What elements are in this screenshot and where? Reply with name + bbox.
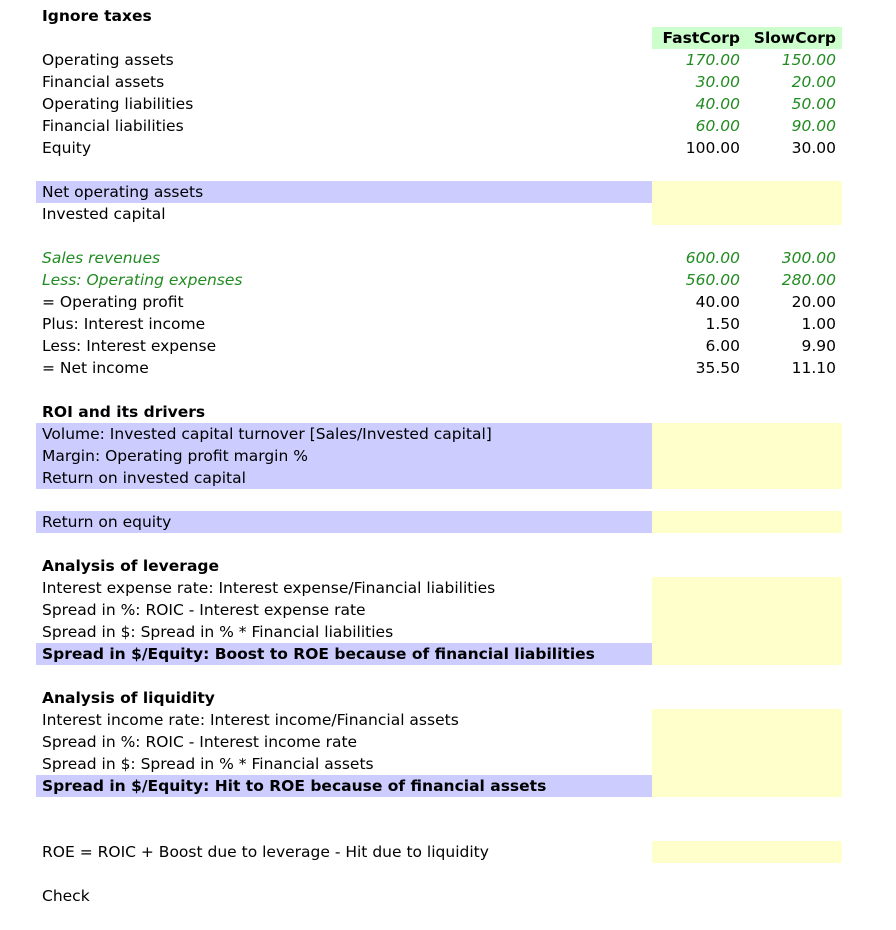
title-row (36, 5, 842, 27)
row-liquidity-spread-usd (36, 753, 842, 775)
row-label: Operating liabilities (42, 95, 194, 113)
row-net-operating-assets (36, 181, 842, 203)
row-label: Return on invested capital (42, 469, 246, 487)
balance-row-financial-liabilities (36, 115, 842, 137)
slowcorp-value[interactable]: 9.90 (801, 337, 836, 355)
input-cells[interactable] (652, 643, 842, 665)
column-header-slowcorp[interactable]: SlowCorp (753, 29, 836, 47)
row-label: = Operating profit (42, 293, 184, 311)
row-label: Financial liabilities (42, 117, 184, 135)
row-leverage-spread-pct (36, 599, 842, 621)
row-label: Interest expense rate: Interest expense/Financial liabilities (42, 579, 496, 597)
row-label: Spread in $/Equity: Boost to ROE because of financial liabilities (42, 645, 595, 663)
row-label: Margin: Operating profit margin % (42, 447, 308, 465)
column-header-row (36, 27, 842, 49)
fastcorp-value[interactable]: 6.00 (705, 337, 740, 355)
input-cells[interactable] (652, 709, 842, 731)
row-margin (36, 445, 842, 467)
input-cells[interactable] (652, 577, 842, 599)
balance-row-equity (36, 137, 842, 159)
input-cells[interactable] (652, 511, 842, 533)
fastcorp-value[interactable]: 1.50 (705, 315, 740, 333)
input-cells[interactable] (652, 423, 842, 445)
row-liquidity-hit (36, 775, 842, 797)
section-heading: Analysis of liquidity (42, 689, 215, 707)
input-cells[interactable] (652, 775, 842, 797)
row-label: Spread in %: ROIC - Interest income rate (42, 733, 358, 751)
row-leverage-boost (36, 643, 842, 665)
row-volume (36, 423, 842, 445)
row-roe-formula (36, 841, 842, 863)
row-label: Invested capital (42, 205, 166, 223)
row-label: Sales revenues (42, 249, 161, 267)
balance-row-financial-assets (36, 71, 842, 93)
fastcorp-value[interactable]: 40.00 (695, 293, 740, 311)
column-header-fastcorp[interactable]: FastCorp (662, 29, 740, 47)
fastcorp-value[interactable]: 100.00 (685, 139, 740, 157)
row-label: ROE = ROIC + Boost due to leverage - Hit due to liquidity (42, 843, 489, 861)
row-interest-income-rate (36, 709, 842, 731)
row-label: Equity (42, 139, 92, 157)
row-label: Less: Operating expenses (42, 271, 243, 289)
slowcorp-value[interactable]: 20.00 (791, 293, 836, 311)
row-label: Interest income rate: Interest income/Financial assets (42, 711, 459, 729)
row-liquidity-spread-pct (36, 731, 842, 753)
slowcorp-value[interactable]: 30.00 (791, 139, 836, 157)
fastcorp-value[interactable]: 170.00 (685, 51, 740, 69)
slowcorp-value[interactable]: 150.00 (781, 51, 836, 69)
row-invested-capital (36, 203, 842, 225)
leverage-heading-row (36, 555, 842, 577)
roi-heading-row (36, 401, 842, 423)
income-row-interest-expense (36, 335, 842, 357)
input-cells[interactable] (652, 599, 842, 621)
sheet-title: Ignore taxes (42, 7, 152, 25)
input-cells[interactable] (652, 203, 842, 225)
section-heading: ROI and its drivers (42, 403, 206, 421)
slowcorp-value[interactable]: 90.00 (791, 117, 836, 135)
slowcorp-value[interactable]: 300.00 (781, 249, 836, 267)
row-label: Return on equity (42, 513, 172, 531)
fastcorp-value[interactable]: 40.00 (695, 95, 740, 113)
input-cells[interactable] (652, 445, 842, 467)
row-label: Net operating assets (42, 183, 204, 201)
fastcorp-value[interactable]: 35.50 (695, 359, 740, 377)
row-label: Check (42, 887, 90, 905)
fastcorp-value[interactable]: 600.00 (685, 249, 740, 267)
income-row-operating-profit (36, 291, 842, 313)
section-heading: Analysis of leverage (42, 557, 220, 575)
income-row-sales-revenues (36, 247, 842, 269)
balance-row-operating-assets (36, 49, 842, 71)
liquidity-heading-row (36, 687, 842, 709)
input-cells[interactable] (652, 181, 842, 203)
balance-row-operating-liabilities (36, 93, 842, 115)
row-label: Volume: Invested capital turnover [Sales/Invested capital] (42, 425, 492, 443)
row-roic (36, 467, 842, 489)
input-cells[interactable] (652, 753, 842, 775)
row-label: = Net income (42, 359, 149, 377)
row-label: Spread in $: Spread in % * Financial assets (42, 755, 374, 773)
slowcorp-value[interactable]: 280.00 (781, 271, 836, 289)
fastcorp-value[interactable]: 30.00 (695, 73, 740, 91)
fastcorp-value[interactable]: 60.00 (695, 117, 740, 135)
income-row-operating-expenses (36, 269, 842, 291)
fastcorp-value[interactable]: 560.00 (685, 271, 740, 289)
row-label: Financial assets (42, 73, 165, 91)
row-label: Plus: Interest income (42, 315, 206, 333)
row-label: Spread in $/Equity: Hit to ROE because of financial assets (42, 777, 547, 795)
input-cells[interactable] (652, 467, 842, 489)
slowcorp-value[interactable]: 50.00 (791, 95, 836, 113)
row-interest-expense-rate (36, 577, 842, 599)
income-row-interest-income (36, 313, 842, 335)
input-cells[interactable] (652, 621, 842, 643)
slowcorp-value[interactable]: 11.10 (791, 359, 836, 377)
income-row-net-income (36, 357, 842, 379)
row-check (36, 885, 842, 907)
slowcorp-value[interactable]: 20.00 (791, 73, 836, 91)
row-label: Operating assets (42, 51, 174, 69)
row-label: Spread in $: Spread in % * Financial liabilities (42, 623, 394, 641)
input-cells[interactable] (652, 731, 842, 753)
row-roe (36, 511, 842, 533)
row-label: Less: Interest expense (42, 337, 217, 355)
slowcorp-value[interactable]: 1.00 (801, 315, 836, 333)
input-cells[interactable] (652, 841, 842, 863)
row-label: Spread in %: ROIC - Interest expense rate (42, 601, 366, 619)
row-leverage-spread-usd (36, 621, 842, 643)
